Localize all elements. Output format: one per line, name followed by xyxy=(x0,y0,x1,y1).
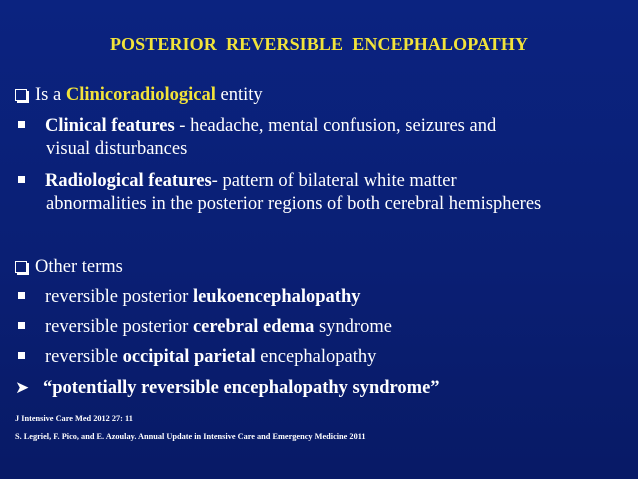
arrow-bullet-icon: ➤ xyxy=(15,378,30,397)
bullet-radiological-features-cont: abnormalities in the posterior regions of both cerebral hemispheres xyxy=(46,194,542,214)
item-bold: Radiological features xyxy=(45,171,212,191)
square-bullet-icon xyxy=(18,322,25,329)
bullet-cerebral-edema xyxy=(15,316,392,338)
bullet-other-terms xyxy=(15,256,123,278)
bullet-clinicoradiological xyxy=(15,84,263,106)
item-text: - headache, mental confusion, seizures and xyxy=(174,116,497,136)
bullet-pres xyxy=(15,377,440,399)
item-text: Other terms xyxy=(35,257,123,277)
item-text: Is a xyxy=(35,85,66,105)
checkbox-bullet-icon xyxy=(15,89,27,101)
item-text: entity xyxy=(215,85,263,105)
square-bullet-icon xyxy=(18,121,25,128)
square-bullet-icon xyxy=(18,292,25,299)
item-text: - pattern of bilateral white matter xyxy=(211,171,457,191)
reference-1: J Intensive Care Med 2012 27: 11 xyxy=(15,414,133,423)
item-text: reversible xyxy=(45,347,123,367)
bullet-clinical-features-cont: visual disturbances xyxy=(46,139,188,159)
item-text: encephalopathy xyxy=(255,347,377,367)
item-text: reversible posterior xyxy=(45,287,193,307)
bullet-radiological-features xyxy=(15,170,457,192)
bullet-leukoencephalopathy xyxy=(15,286,361,308)
bullet-occipital-parietal xyxy=(15,346,376,368)
item-bold: cerebral edema xyxy=(192,317,315,337)
item-bold: leukoencephalopathy xyxy=(192,287,361,307)
slide-title: POSTERIOR REVERSIBLE ENCEPHALOPATHY xyxy=(109,34,529,54)
square-bullet-icon xyxy=(18,176,25,183)
item-text: syndrome xyxy=(314,317,392,337)
item-text: reversible posterior xyxy=(45,317,193,337)
square-bullet-icon xyxy=(18,352,25,359)
reference-2: S. Legriel, F. Pico, and E. Azoulay. Annual Update in Intensive Care and Emergency Medicine 2011 xyxy=(15,432,366,441)
item-bold: Clinical features xyxy=(45,116,175,136)
item-bold: “potentially reversible encephalopathy syndrome” xyxy=(43,378,440,398)
bullet-clinical-features xyxy=(15,115,496,137)
highlight-term: Clinicoradiological xyxy=(65,85,216,105)
checkbox-bullet-icon xyxy=(15,261,27,273)
item-bold: occipital parietal xyxy=(122,347,256,367)
